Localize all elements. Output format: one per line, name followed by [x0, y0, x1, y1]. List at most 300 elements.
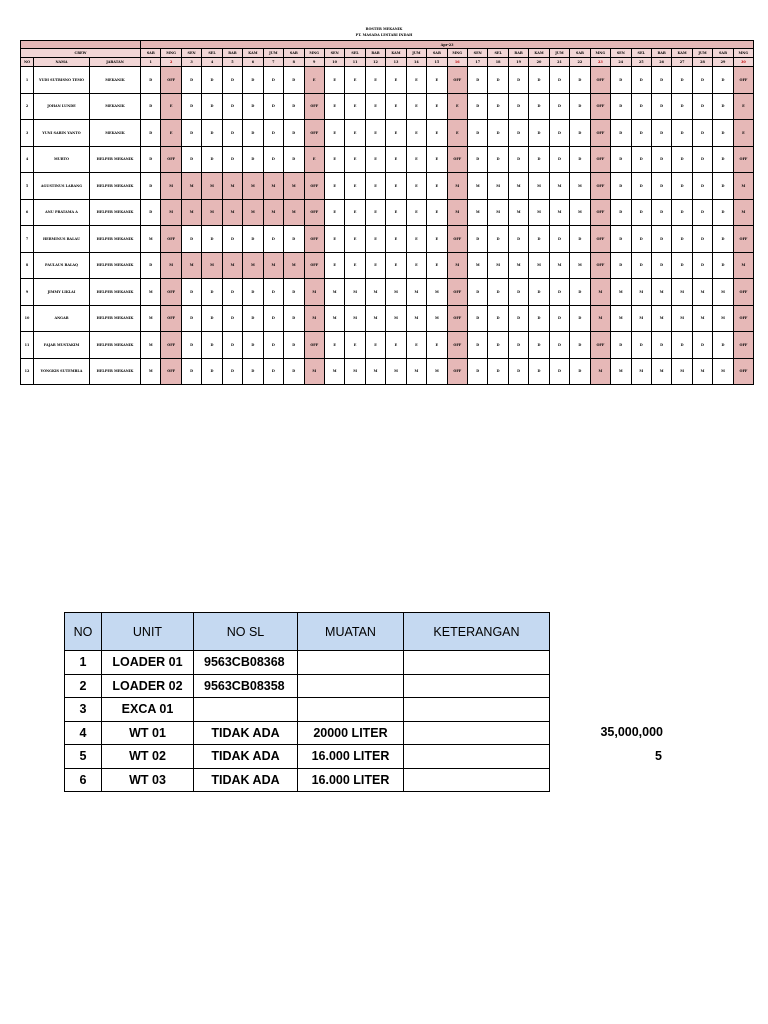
roster-day-name: RAB: [651, 49, 671, 58]
roster-shift-cell: M: [427, 279, 447, 306]
roster-shift-cell: OFF: [161, 332, 181, 359]
cell-no-sl: [194, 698, 298, 722]
roster-shift-cell: E: [733, 120, 753, 147]
roster-shift-cell: M: [181, 199, 201, 226]
roster-shift-cell: M: [611, 305, 631, 332]
roster-day-name: KAM: [386, 49, 406, 58]
roster-header-dates-row: [21, 58, 754, 67]
roster-shift-cell: D: [263, 93, 283, 120]
cell-no: 5: [65, 745, 102, 769]
roster-shift-cell: D: [243, 279, 263, 306]
roster-shift-cell: D: [141, 199, 161, 226]
roster-date: 17: [468, 58, 488, 67]
roster-shift-cell: E: [427, 146, 447, 173]
roster-day-name: SEN: [468, 49, 488, 58]
roster-shift-cell: D: [488, 279, 508, 306]
side-amount: 35,000,000: [600, 725, 663, 739]
cell-muatan: [298, 698, 404, 722]
roster-shift-cell: M: [406, 358, 426, 385]
roster-cell-jabatan: MEKANIK: [90, 93, 141, 120]
roster-shift-cell: D: [672, 67, 692, 94]
roster-shift-cell: D: [468, 279, 488, 306]
roster-shift-cell: D: [651, 173, 671, 200]
roster-shift-cell: E: [406, 252, 426, 279]
roster-shift-cell: E: [386, 173, 406, 200]
roster-shift-cell: D: [284, 358, 304, 385]
roster-cell-no: 5: [21, 173, 34, 200]
roster-shift-cell: E: [324, 93, 344, 120]
table-row: [65, 745, 550, 769]
roster-shift-cell: D: [263, 67, 283, 94]
roster-date: 1: [141, 58, 161, 67]
roster-shift-cell: D: [202, 279, 222, 306]
roster-shift-cell: D: [202, 67, 222, 94]
roster-shift-cell: M: [427, 305, 447, 332]
roster-shift-cell: M: [324, 358, 344, 385]
roster-shift-cell: M: [304, 279, 324, 306]
roster-shift-cell: D: [549, 93, 569, 120]
roster-shift-cell: D: [222, 226, 242, 253]
roster-shift-cell: D: [692, 67, 712, 94]
roster-day-name: JUM: [692, 49, 712, 58]
roster-shift-cell: E: [365, 173, 385, 200]
roster-shift-cell: D: [713, 67, 733, 94]
roster-shift-cell: D: [529, 120, 549, 147]
roster-shift-cell: D: [549, 120, 569, 147]
roster-date: 3: [181, 58, 201, 67]
roster-shift-cell: OFF: [733, 332, 753, 359]
roster-shift-cell: D: [181, 120, 201, 147]
roster-shift-cell: OFF: [590, 332, 610, 359]
roster-shift-cell: M: [181, 173, 201, 200]
roster-date: 30: [733, 58, 753, 67]
roster-shift-cell: D: [181, 146, 201, 173]
roster-shift-cell: E: [345, 173, 365, 200]
roster-cell-no: 6: [21, 199, 34, 226]
roster-shift-cell: D: [202, 120, 222, 147]
roster-day-name: KAM: [672, 49, 692, 58]
roster-shift-cell: D: [570, 93, 590, 120]
roster-date: 24: [611, 58, 631, 67]
roster-shift-cell: M: [508, 252, 528, 279]
roster-shift-cell: D: [263, 305, 283, 332]
roster-date: 19: [508, 58, 528, 67]
roster-shift-cell: D: [488, 226, 508, 253]
roster-shift-cell: M: [243, 173, 263, 200]
roster-shift-cell: OFF: [733, 279, 753, 306]
header-keterangan: KETERANGAN: [404, 613, 550, 651]
roster-shift-cell: M: [590, 358, 610, 385]
table-row: [65, 674, 550, 698]
roster-shift-cell: D: [181, 332, 201, 359]
roster-shift-cell: E: [345, 67, 365, 94]
roster-day-name: MNG: [447, 49, 467, 58]
roster-shift-cell: D: [243, 332, 263, 359]
roster-shift-cell: D: [611, 173, 631, 200]
roster-shift-cell: D: [651, 93, 671, 120]
roster-shift-cell: OFF: [590, 67, 610, 94]
roster-shift-cell: E: [386, 120, 406, 147]
roster-shift-cell: OFF: [304, 226, 324, 253]
roster-shift-cell: M: [141, 226, 161, 253]
roster-shift-cell: D: [651, 252, 671, 279]
roster-shift-cell: M: [488, 173, 508, 200]
roster-shift-cell: E: [304, 67, 324, 94]
roster-shift-cell: M: [733, 173, 753, 200]
cell-no-sl: TIDAK ADA: [194, 768, 298, 792]
cell-keterangan: [404, 651, 550, 675]
roster-day-name: SAB: [427, 49, 447, 58]
roster-shift-cell: OFF: [447, 279, 467, 306]
roster-shift-cell: M: [549, 252, 569, 279]
roster-shift-cell: M: [345, 358, 365, 385]
roster-shift-cell: D: [468, 146, 488, 173]
roster-shift-cell: D: [529, 146, 549, 173]
roster-shift-cell: D: [611, 146, 631, 173]
roster-shift-cell: D: [672, 252, 692, 279]
roster-header-blank: [21, 41, 141, 49]
roster-day-name: SEL: [202, 49, 222, 58]
roster-shift-cell: D: [468, 332, 488, 359]
cell-unit: WT 02: [102, 745, 194, 769]
roster-shift-cell: OFF: [590, 173, 610, 200]
roster-shift-cell: M: [508, 199, 528, 226]
roster-shift-cell: D: [468, 93, 488, 120]
roster-shift-cell: M: [488, 199, 508, 226]
roster-cell-nama: AGUSTINUS LABANG: [34, 173, 90, 200]
roster-shift-cell: M: [672, 305, 692, 332]
roster-shift-cell: D: [243, 67, 263, 94]
roster-shift-cell: OFF: [590, 226, 610, 253]
roster-day-name: JUM: [263, 49, 283, 58]
roster-shift-cell: D: [631, 252, 651, 279]
roster-day-name: SEN: [181, 49, 201, 58]
cell-keterangan: [404, 674, 550, 698]
roster-shift-cell: D: [284, 279, 304, 306]
roster-row: [21, 279, 754, 306]
roster-shift-cell: E: [447, 93, 467, 120]
roster-shift-cell: D: [243, 120, 263, 147]
roster-shift-cell: D: [222, 279, 242, 306]
roster-shift-cell: D: [672, 146, 692, 173]
roster-shift-cell: OFF: [447, 332, 467, 359]
roster-shift-cell: D: [284, 93, 304, 120]
roster-cell-nama: ANGAR: [34, 305, 90, 332]
roster-shift-cell: D: [611, 332, 631, 359]
roster-date: 28: [692, 58, 712, 67]
roster-shift-cell: OFF: [161, 305, 181, 332]
cell-muatan: 20000 LITER: [298, 721, 404, 745]
cell-muatan: [298, 651, 404, 675]
roster-cell-no: 3: [21, 120, 34, 147]
roster-shift-cell: M: [386, 358, 406, 385]
roster-shift-cell: D: [141, 67, 161, 94]
roster-shift-cell: M: [304, 305, 324, 332]
roster-cell-no: 1: [21, 67, 34, 94]
roster-shift-cell: OFF: [304, 252, 324, 279]
roster-shift-cell: M: [222, 199, 242, 226]
roster-shift-cell: M: [161, 173, 181, 200]
roster-day-name: MNG: [304, 49, 324, 58]
roster-shift-cell: M: [631, 279, 651, 306]
roster-shift-cell: D: [243, 93, 263, 120]
roster-shift-cell: E: [427, 120, 447, 147]
roster-shift-cell: D: [508, 226, 528, 253]
roster-shift-cell: D: [713, 252, 733, 279]
roster-shift-cell: E: [161, 120, 181, 147]
roster-date: 6: [243, 58, 263, 67]
roster-cell-nama: YUNI SARIN YANTO: [34, 120, 90, 147]
roster-shift-cell: OFF: [590, 146, 610, 173]
roster-shift-cell: E: [406, 93, 426, 120]
roster-row: [21, 173, 754, 200]
roster-cell-jabatan: HELPER MEKANIK: [90, 199, 141, 226]
roster-shift-cell: D: [672, 120, 692, 147]
roster-shift-cell: D: [284, 305, 304, 332]
roster-shift-cell: E: [324, 332, 344, 359]
cell-muatan: [298, 674, 404, 698]
roster-shift-cell: E: [365, 252, 385, 279]
roster-shift-cell: D: [181, 305, 201, 332]
roster-shift-cell: D: [651, 199, 671, 226]
roster-shift-cell: E: [324, 120, 344, 147]
roster-shift-cell: E: [365, 93, 385, 120]
cell-no: 1: [65, 651, 102, 675]
roster-shift-cell: D: [713, 199, 733, 226]
roster-shift-cell: M: [263, 252, 283, 279]
roster-shift-cell: M: [161, 199, 181, 226]
roster-day-name: RAB: [365, 49, 385, 58]
roster-shift-cell: E: [324, 252, 344, 279]
roster-shift-cell: D: [672, 332, 692, 359]
roster-shift-cell: OFF: [447, 146, 467, 173]
roster-shift-cell: M: [590, 279, 610, 306]
roster-shift-cell: D: [243, 305, 263, 332]
roster-shift-cell: OFF: [304, 199, 324, 226]
roster-shift-cell: M: [345, 279, 365, 306]
roster-shift-cell: D: [631, 173, 651, 200]
roster-shift-cell: E: [406, 173, 426, 200]
roster-shift-cell: D: [202, 146, 222, 173]
roster-header-days-row: [21, 49, 754, 58]
roster-date: 11: [345, 58, 365, 67]
roster-shift-cell: D: [202, 358, 222, 385]
roster-shift-cell: OFF: [447, 226, 467, 253]
roster-shift-cell: OFF: [161, 358, 181, 385]
roster-shift-cell: D: [651, 226, 671, 253]
roster-shift-cell: E: [345, 93, 365, 120]
table-row: [65, 721, 550, 745]
roster-shift-cell: D: [651, 120, 671, 147]
roster-shift-cell: M: [447, 173, 467, 200]
roster-cell-nama: ANU PRATAMA A: [34, 199, 90, 226]
roster-shift-cell: M: [590, 305, 610, 332]
roster-shift-cell: OFF: [590, 120, 610, 147]
cell-keterangan: [404, 698, 550, 722]
roster-shift-cell: D: [692, 173, 712, 200]
unit-table: [64, 612, 550, 792]
roster-shift-cell: M: [304, 358, 324, 385]
roster-shift-cell: OFF: [447, 358, 467, 385]
roster-shift-cell: E: [427, 67, 447, 94]
roster-row: [21, 358, 754, 385]
roster-shift-cell: D: [181, 67, 201, 94]
roster-shift-cell: M: [202, 252, 222, 279]
roster-shift-cell: D: [488, 146, 508, 173]
cell-muatan: 16.000 LITER: [298, 768, 404, 792]
roster-shift-cell: D: [713, 173, 733, 200]
roster-date: 12: [365, 58, 385, 67]
roster-shift-cell: M: [427, 358, 447, 385]
roster-shift-cell: D: [468, 67, 488, 94]
roster-shift-cell: M: [468, 252, 488, 279]
roster-shift-cell: OFF: [733, 305, 753, 332]
roster-shift-cell: D: [672, 226, 692, 253]
roster-shift-cell: D: [141, 252, 161, 279]
roster-shift-cell: D: [243, 146, 263, 173]
roster-shift-cell: D: [222, 305, 242, 332]
roster-shift-cell: D: [508, 305, 528, 332]
roster-shift-cell: OFF: [447, 67, 467, 94]
roster-shift-cell: E: [324, 146, 344, 173]
roster-shift-cell: D: [570, 305, 590, 332]
roster-shift-cell: M: [611, 279, 631, 306]
roster-shift-cell: D: [508, 332, 528, 359]
roster-shift-cell: OFF: [590, 252, 610, 279]
roster-cell-nama: JOHAN LUNDE: [34, 93, 90, 120]
roster-shift-cell: M: [263, 199, 283, 226]
roster-shift-cell: E: [427, 173, 447, 200]
roster-shift-cell: M: [406, 279, 426, 306]
roster-shift-cell: M: [570, 173, 590, 200]
roster-shift-cell: D: [631, 226, 651, 253]
roster-shift-cell: M: [570, 252, 590, 279]
side-count: 5: [655, 749, 662, 763]
roster-shift-cell: M: [468, 173, 488, 200]
roster-shift-cell: D: [181, 358, 201, 385]
roster-cell-jabatan: MEKANIK: [90, 67, 141, 94]
roster-title: ROSTER MEKANIK: [365, 27, 403, 31]
roster-shift-cell: D: [549, 226, 569, 253]
roster-shift-cell: M: [713, 279, 733, 306]
roster-shift-cell: D: [692, 120, 712, 147]
roster-cell-no: 2: [21, 93, 34, 120]
roster-shift-cell: D: [631, 93, 651, 120]
roster-shift-cell: E: [161, 93, 181, 120]
roster-day-name: JUM: [406, 49, 426, 58]
roster-no-label: NO: [21, 58, 34, 67]
roster-shift-cell: D: [141, 93, 161, 120]
roster-day-name: KAM: [529, 49, 549, 58]
roster-day-name: KAM: [243, 49, 263, 58]
roster-row: [21, 252, 754, 279]
roster-shift-cell: D: [202, 305, 222, 332]
roster-shift-cell: D: [181, 93, 201, 120]
roster-shift-cell: D: [263, 146, 283, 173]
roster-cell-nama: JIMMY LIKLAI: [34, 279, 90, 306]
cell-no-sl: 9563CB08358: [194, 674, 298, 698]
roster-shift-cell: D: [222, 358, 242, 385]
roster-shift-cell: M: [570, 199, 590, 226]
roster-shift-cell: OFF: [733, 358, 753, 385]
roster-shift-cell: D: [508, 93, 528, 120]
header-no: NO: [65, 613, 102, 651]
roster-shift-cell: D: [549, 305, 569, 332]
roster-day-name: SAB: [284, 49, 304, 58]
roster-shift-cell: M: [508, 173, 528, 200]
roster-shift-cell: D: [222, 146, 242, 173]
roster-shift-cell: M: [141, 332, 161, 359]
roster-shift-cell: E: [365, 332, 385, 359]
roster-shift-cell: M: [222, 252, 242, 279]
roster-shift-cell: OFF: [304, 332, 324, 359]
roster-shift-cell: OFF: [590, 93, 610, 120]
roster-shift-cell: E: [406, 120, 426, 147]
roster-shift-cell: E: [386, 93, 406, 120]
roster-nama-label: NAMA: [34, 58, 90, 67]
roster-cell-no: 4: [21, 146, 34, 173]
roster-shift-cell: E: [406, 67, 426, 94]
roster-shift-cell: E: [365, 120, 385, 147]
roster-row: [21, 93, 754, 120]
roster-shift-cell: M: [692, 358, 712, 385]
roster-shift-cell: E: [386, 226, 406, 253]
roster-shift-cell: M: [549, 199, 569, 226]
roster-shift-cell: D: [263, 358, 283, 385]
roster-shift-cell: M: [141, 305, 161, 332]
roster-shift-cell: E: [427, 252, 447, 279]
roster-cell-no: 9: [21, 279, 34, 306]
roster-shift-cell: M: [733, 199, 753, 226]
roster-shift-cell: OFF: [447, 305, 467, 332]
roster-shift-cell: D: [488, 93, 508, 120]
cell-no: 2: [65, 674, 102, 698]
roster-shift-cell: D: [672, 173, 692, 200]
roster-shift-cell: E: [345, 332, 365, 359]
roster-shift-cell: D: [570, 279, 590, 306]
roster-shift-cell: D: [529, 358, 549, 385]
roster-shift-cell: D: [713, 226, 733, 253]
roster-shift-cell: E: [733, 93, 753, 120]
roster-table: [20, 40, 754, 385]
roster-shift-cell: M: [733, 252, 753, 279]
cell-no-sl: TIDAK ADA: [194, 745, 298, 769]
roster-cell-no: 10: [21, 305, 34, 332]
roster-date: 8: [284, 58, 304, 67]
roster-shift-cell: M: [692, 305, 712, 332]
roster-shift-cell: M: [468, 199, 488, 226]
roster-shift-cell: D: [549, 279, 569, 306]
roster-shift-cell: E: [345, 199, 365, 226]
roster-cell-no: 8: [21, 252, 34, 279]
roster-shift-cell: D: [570, 358, 590, 385]
roster-row: [21, 67, 754, 94]
roster-cell-jabatan: MEKANIK: [90, 120, 141, 147]
roster-shift-cell: D: [141, 146, 161, 173]
roster-date: 20: [529, 58, 549, 67]
roster-cell-no: 7: [21, 226, 34, 253]
roster-shift-cell: M: [284, 252, 304, 279]
roster-shift-cell: OFF: [161, 279, 181, 306]
roster-shift-cell: E: [345, 252, 365, 279]
roster-shift-cell: D: [284, 67, 304, 94]
roster-crew-label: CREW: [21, 49, 141, 58]
roster-shift-cell: M: [692, 279, 712, 306]
roster-shift-cell: E: [365, 146, 385, 173]
roster-shift-cell: E: [386, 199, 406, 226]
roster-date: 16: [447, 58, 467, 67]
roster-shift-cell: OFF: [304, 93, 324, 120]
